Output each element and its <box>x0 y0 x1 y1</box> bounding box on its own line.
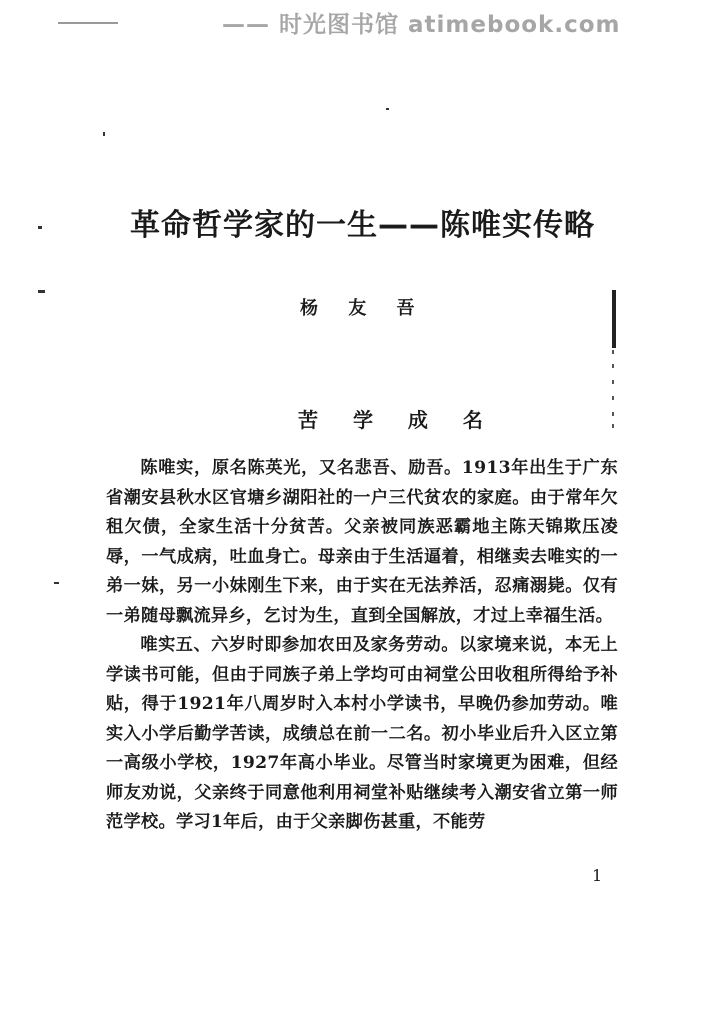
section-heading: 苦 学 成 名 <box>298 408 497 432</box>
scan-speck <box>38 290 45 293</box>
binding-edge-mark <box>612 290 616 348</box>
scan-speck <box>386 108 389 110</box>
watermark-text: —— 时光图书馆 atimebook.com <box>222 12 621 38</box>
scan-speck <box>54 582 59 584</box>
paragraph: 陈唯实，原名陈英光，又名悲吾、励吾。1913年出生于广东省潮安县秋水区官塘乡湖阳社的一户三代贫农的家庭。由于常年欠租欠债，全家生活十分贫苦。父亲被同族恶霸地主陈天锦欺压凌辱，一气成病，吐血身亡。母亲由于生活逼着，相继卖去唯实的一弟一妹，另一小妹刚生下来，由于实在无法养活，忍痛溺毙。仅有一弟随母飘流异乡，乞讨为生，直到全国解放，才过上幸福生活。 <box>106 458 618 626</box>
binding-edge-dots <box>610 350 620 430</box>
paragraph: 唯实五、六岁时即参加农田及家务劳动。以家境来说，本无上学读书可能，但由于同族子弟上学均可由祠堂公田收租所得给予补贴，得于1921年八周岁时入本村小学读书，早晚仍参加劳动。唯实入小学后勤学苦读，成绩总在前一二名。初小毕业后升入区立第一高级小学校，1927年高小毕业。尽管当时家境更为困难，但经师友劝说，父亲终于同意他利用祠堂补贴继续考入潮安省立第一师范学校。学习1年后，由于父亲脚伤甚重，不能劳 <box>106 635 618 832</box>
page-number: 1 <box>592 866 603 885</box>
scan-speck <box>103 132 105 136</box>
watermark-rule-left <box>58 22 118 24</box>
author-name: 杨 友 吾 <box>300 298 427 319</box>
chapter-title: 革命哲学家的一生——陈唯实传略 <box>130 208 595 243</box>
body-text <box>106 454 618 838</box>
watermark <box>0 6 725 36</box>
